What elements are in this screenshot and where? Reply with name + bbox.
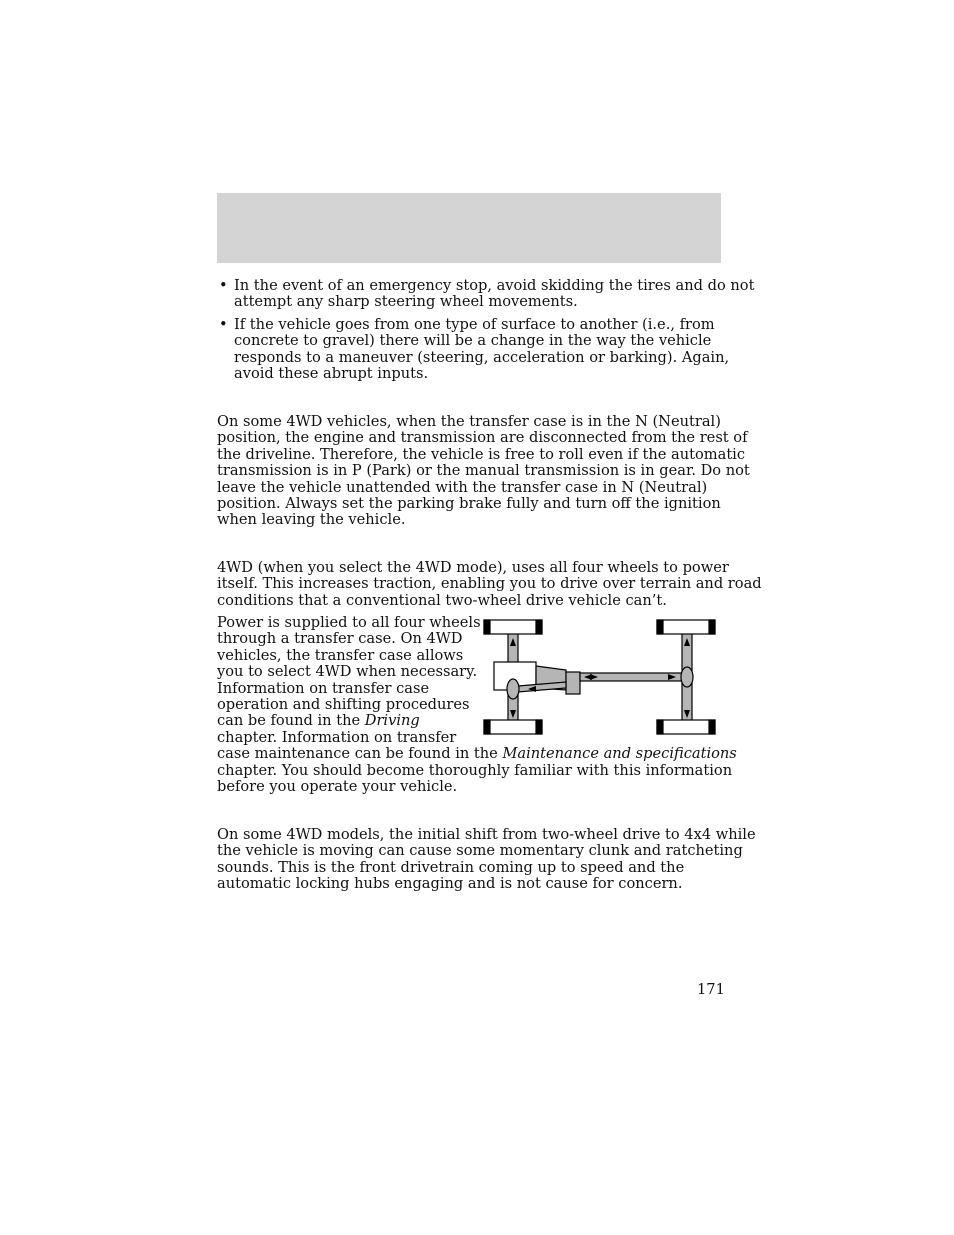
text-line: 4WD (when you select the 4WD mode), uses all four wheels to power: [217, 559, 729, 576]
front-left-wheel: [484, 620, 542, 634]
text-line: chapter. You should become thoroughly familiar with this information: [217, 761, 733, 779]
text-line: In the event of an emergency stop, avoid skidding the tires and do not: [234, 277, 755, 294]
text-line: responds to a maneuver (steering, acceleration or barking). Again,: [234, 348, 730, 366]
text-line: leave the vehicle unattended with the transfer case in N (Neutral): [217, 478, 708, 496]
text-line: chapter. Information on transfer: [217, 728, 457, 746]
bullet-item-emergency-stop: [234, 278, 754, 311]
text-line: itself. This increases traction, enabling you to drive over terrain and road: [217, 575, 762, 593]
text-line: conditions that a conventional two-wheel drive vehicle can’t.: [217, 591, 667, 609]
rear-left-wheel: [657, 620, 715, 634]
front-differential: [507, 679, 519, 699]
text-line: through a transfer case. On 4WD: [217, 630, 463, 648]
page-number: 171: [697, 981, 725, 998]
text-fragment: case maintenance can be found in the: [217, 745, 503, 763]
text-line: Power is supplied to all four wheels: [217, 614, 481, 631]
front-right-wheel: [484, 720, 542, 734]
text-line: sounds. This is the front drivetrain coming up to speed and the: [217, 858, 685, 876]
text-line: attempt any sharp steering wheel movements.: [234, 293, 578, 311]
section-header-band: [217, 193, 721, 263]
maintenance-chapter-reference: Maintenance and specifications: [502, 745, 737, 763]
bullet-marker: •: [219, 316, 228, 333]
text-line: transmission is in P (Park) or the manual transmission is in gear. Do not: [217, 462, 750, 480]
text-line: [217, 746, 737, 762]
bullet-marker: •: [219, 277, 228, 294]
rear-differential: [681, 667, 693, 687]
text-line: you to select 4WD when necessary.: [217, 663, 478, 681]
neutral-paragraph: [217, 414, 750, 529]
fourwd-paragraph: [217, 560, 762, 609]
shift-paragraph: [217, 827, 756, 893]
text-line: the vehicle is moving can cause some momentary clunk and ratcheting: [217, 842, 743, 860]
text-line: when leaving the vehicle.: [217, 511, 406, 529]
driving-chapter-reference: Driving: [364, 712, 420, 730]
transfer-case: [566, 672, 580, 694]
text-line: the driveline. Therefore, the vehicle is free to roll even if the automatic: [217, 445, 746, 463]
text-line: If the vehicle goes from one type of surface to another (i.e., from: [234, 316, 715, 333]
text-line: position, the engine and transmission are disconnected from the rest of: [217, 429, 748, 447]
rear-right-wheel: [657, 720, 715, 734]
text-line: On some 4WD models, the initial shift from two-wheel drive to 4x4 while: [217, 826, 756, 843]
text-line: before you operate your vehicle.: [217, 778, 458, 796]
text-line: operation and shifting procedures: [217, 696, 470, 714]
text-line: vehicles, the transfer case allows: [217, 646, 464, 664]
text-line: avoid these abrupt inputs.: [234, 365, 429, 383]
text-line: automatic locking hubs engaging and is not cause for concern.: [217, 875, 683, 893]
text-line: On some 4WD vehicles, when the transfer case is in the N (Neutral): [217, 413, 721, 430]
text-line: concrete to gravel) there will be a change in the way the vehicle: [234, 332, 712, 350]
four-wheel-drivetrain-diagram: [480, 616, 720, 740]
text-line: Information on transfer case: [217, 679, 430, 697]
text-fragment: can be found in the: [217, 712, 365, 730]
bullet-item-surface-change: [234, 317, 729, 383]
text-line: position. Always set the parking brake fully and turn off the ignition: [217, 495, 721, 513]
